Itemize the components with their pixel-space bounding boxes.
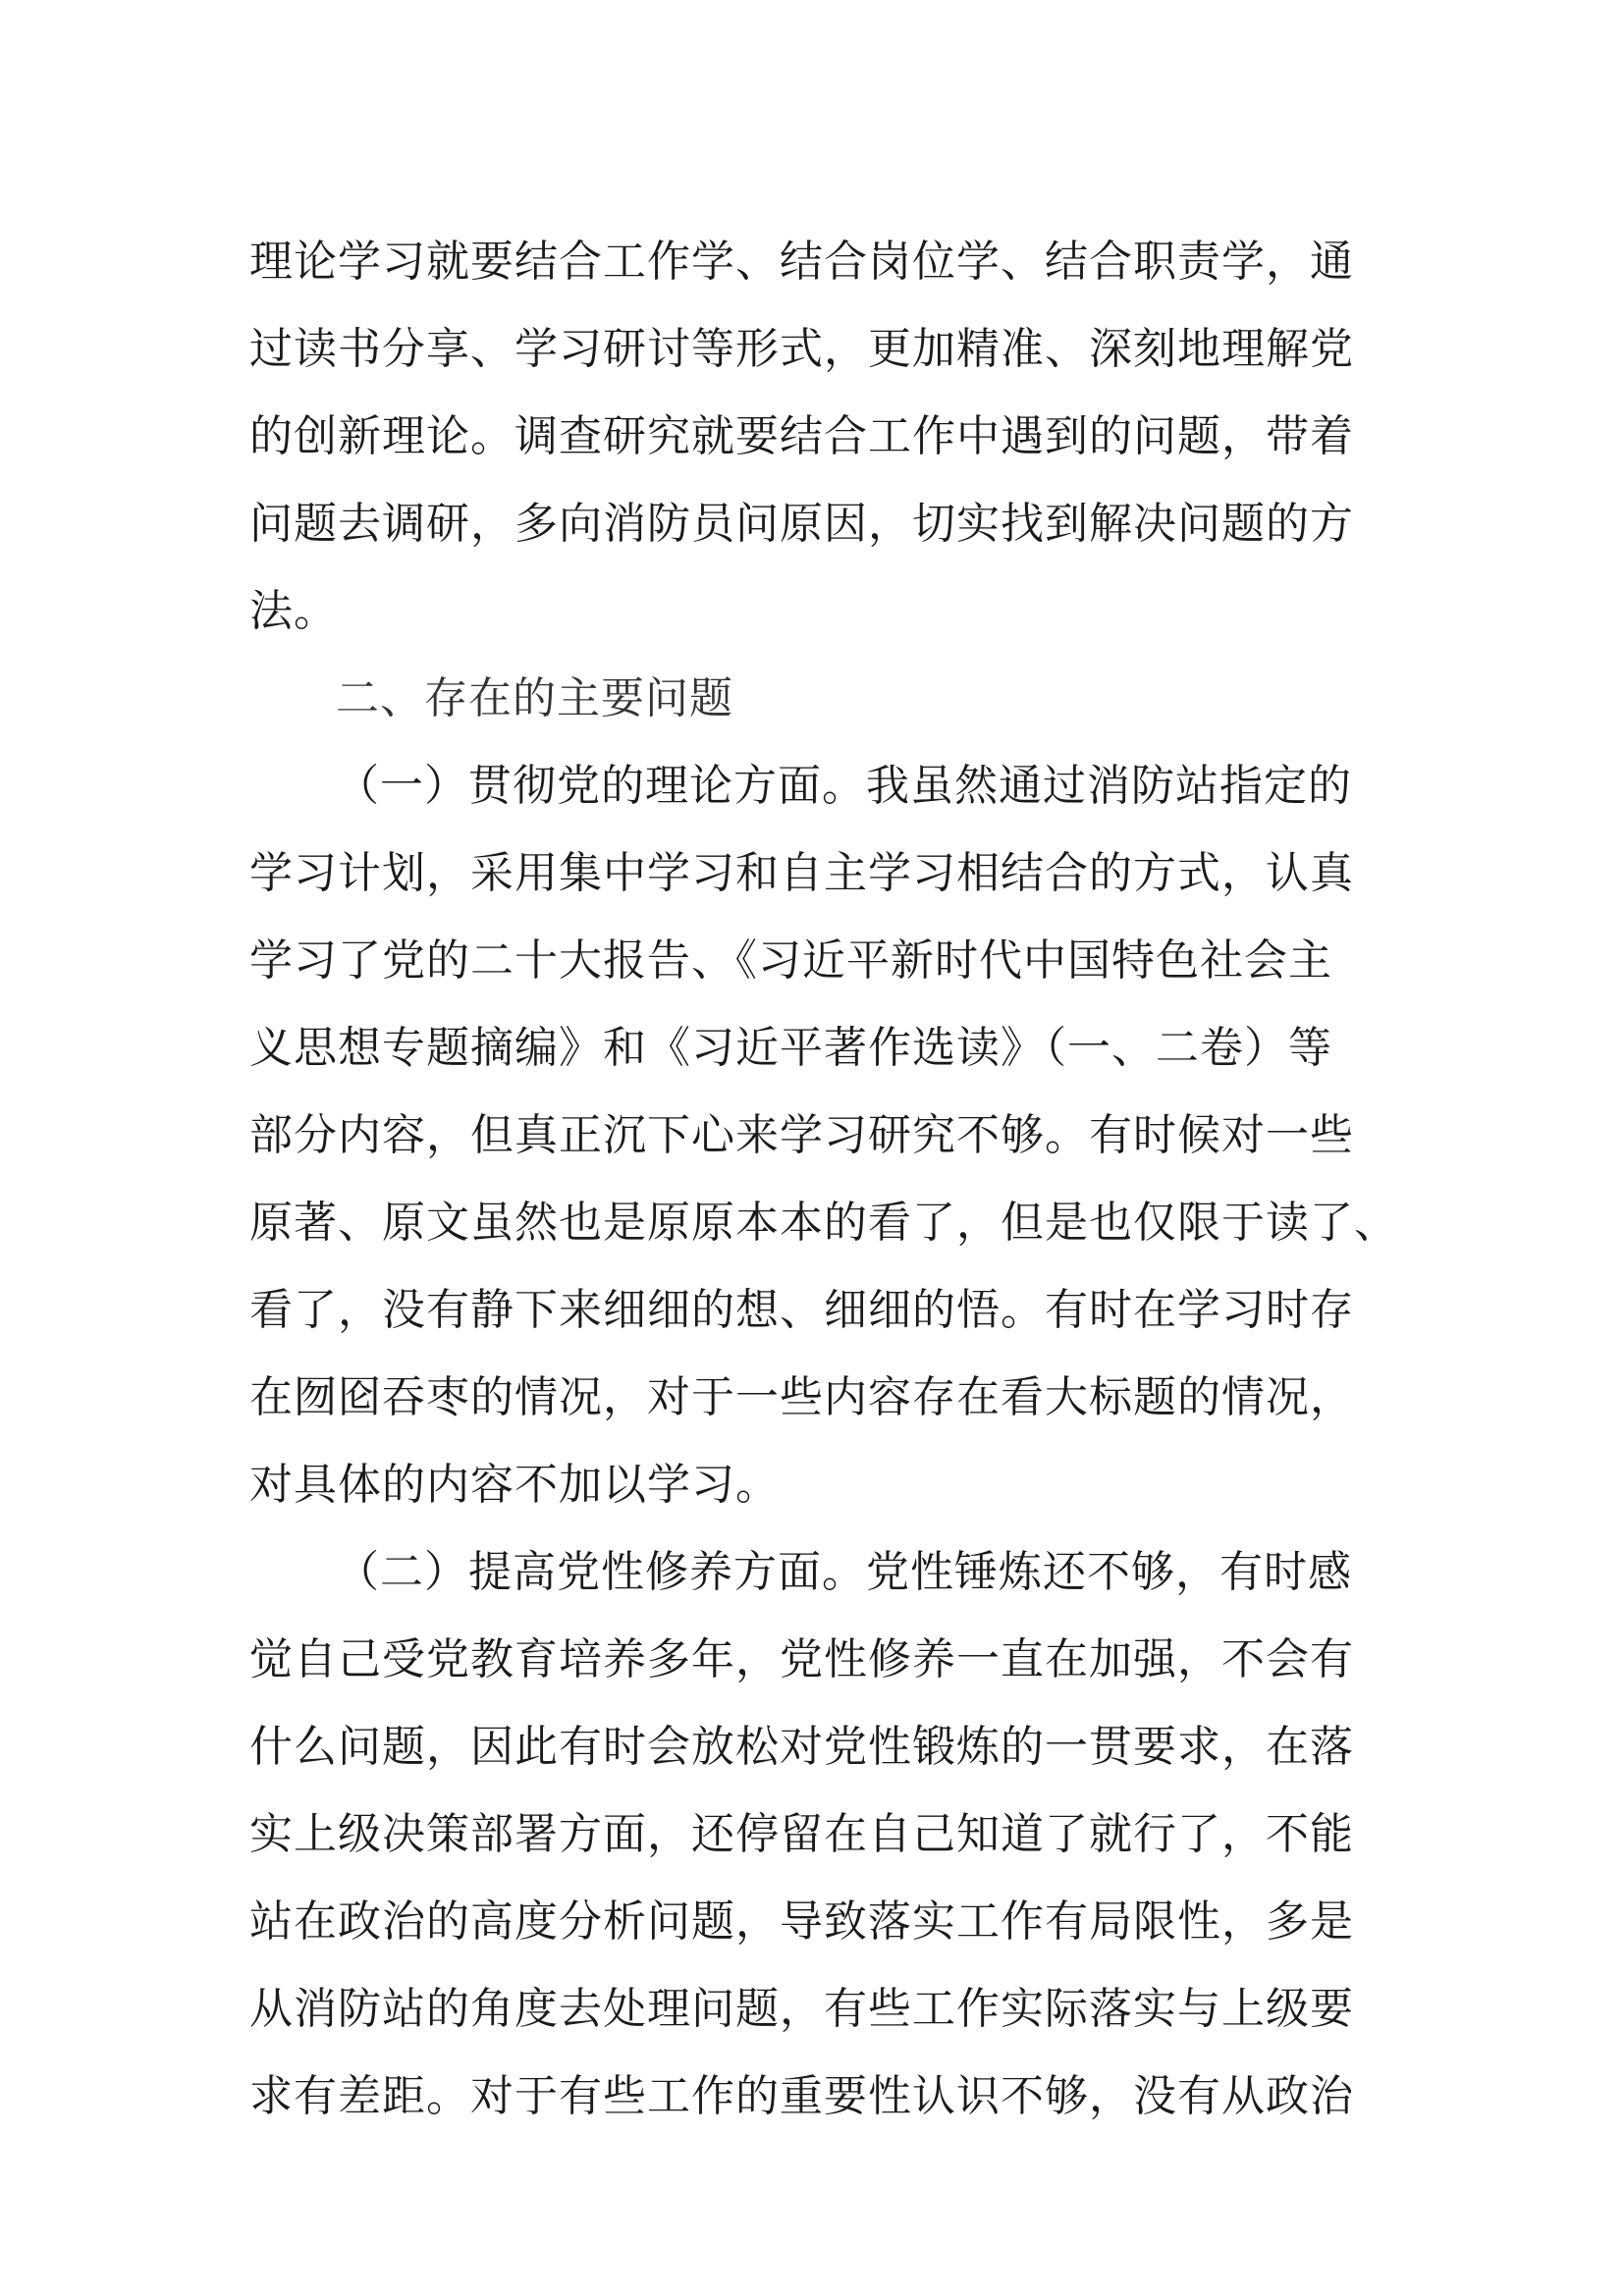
body-line: 问题去调研，多向消防员问原因，切实找到解决问题的方 [249, 499, 1354, 549]
body-line: 的创新理论。调查研究就要结合工作中遇到的问题，带着 [249, 411, 1354, 461]
body-line: 站在政治的高度分析问题，导致落实工作有局限性，多是 [249, 1896, 1354, 1947]
body-line: 部分内容，但真正沉下心来学习研究不够。有时候对一些 [249, 1110, 1354, 1160]
paragraph-start-line: （一）贯彻党的理论方面。我虽然通过消防站指定的 [336, 761, 1352, 811]
body-line: 在囫囵吞枣的情况，对于一些内容存在看大标题的情况， [249, 1372, 1354, 1422]
body-line: 觉自己受党教育培养多年，党性修养一直在加强，不会有 [249, 1634, 1354, 1684]
body-line: 学习了党的二十大报告、《习近平新时代中国特色社会主 [249, 935, 1332, 986]
body-line: 求有差距。对于有些工作的重要性认识不够，没有从政治 [249, 2071, 1354, 2121]
body-line: 看了，没有静下来细细的想、细细的悟。有时在学习时存 [249, 1285, 1354, 1335]
body-line: 学习计划，采用集中学习和自主学习相结合的方式，认真 [249, 848, 1354, 898]
body-line: 义思想专题摘编》和《习近平著作选读》（一、二卷）等 [249, 1023, 1332, 1073]
section-heading: 二、存在的主要问题 [336, 673, 733, 723]
body-line: 实上级决策部署方面，还停留在自己知道了就行了，不能 [249, 1809, 1354, 1859]
body-line: 什么问题，因此有时会放松对党性锻炼的一贯要求，在落 [249, 1722, 1354, 1772]
body-line: 理论学习就要结合工作学、结合岗位学、结合职责学，通 [249, 237, 1354, 287]
body-line: 过读书分享、学习研讨等形式，更加精准、深刻地理解党 [249, 324, 1354, 374]
paragraph-start-line: （二）提高党性修养方面。党性锤炼还不够，有时感 [336, 1547, 1352, 1597]
body-line: 对具体的内容不加以学习。 [249, 1460, 780, 1510]
body-line: 法。 [249, 586, 338, 636]
body-line: 从消防站的角度去处理问题，有些工作实际落实与上级要 [249, 1984, 1354, 2034]
body-line: 原著、原文虽然也是原原本本的看了，但是也仅限于读了、 [249, 1198, 1398, 1248]
